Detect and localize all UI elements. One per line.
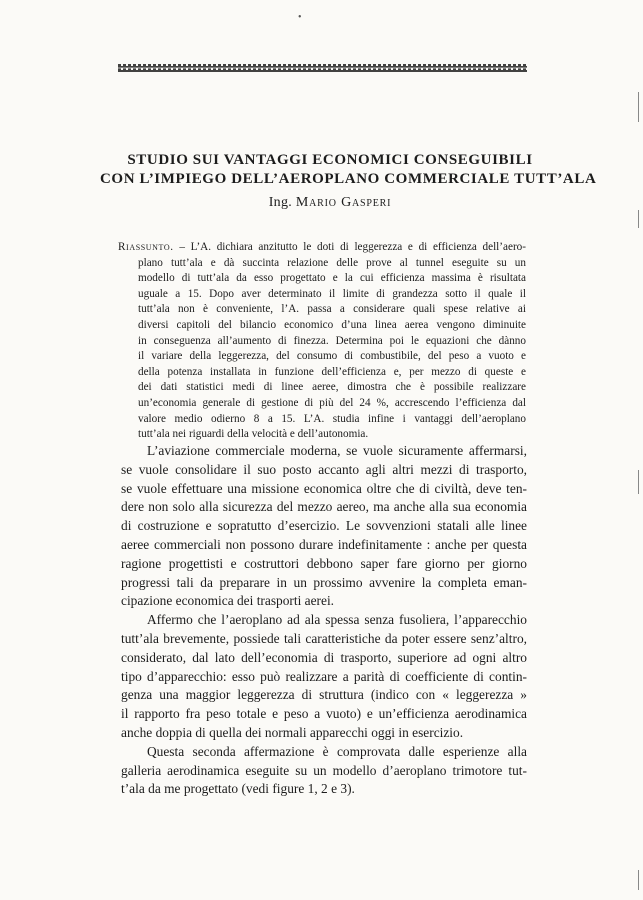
abstract-line-text: uguale a 15. Dopo aver determinato il limite di grandezza sotto il quale il xyxy=(138,287,526,300)
body-line: anche doppia di quella dei normali apparecchi oggi in esercizio. xyxy=(121,724,464,740)
abstract-line-text: plano tutt’ala e dà succinta relazione delle prove al tunnel eseguite su un xyxy=(138,256,526,269)
scan-edge-mark xyxy=(638,870,639,890)
abstract-line xyxy=(120,427,526,443)
author-name: Mario Gasperi xyxy=(295,195,392,210)
abstract-line-text: – L’A. dichiara anzitutto le doti di leggerezza e di efficienza dell’aero- xyxy=(173,241,526,253)
abstract-line-text: dei dati statistici medi di linee aeree, dimostra che è possibile realizzare xyxy=(138,381,526,394)
article-title-line-2: CON L’IMPIEGO DELL’AEROPLANO COMMERCIALE TUTT’ALA xyxy=(100,171,597,187)
abstract-line-text: il variare della leggerezza, del consumo di combustibile, del peso a vuoto e xyxy=(138,350,526,363)
body-paragraph1 xyxy=(121,442,527,611)
body-line: galleria aerodinamica eseguite su un modello d’aeroplano trimotore tut- xyxy=(121,762,527,778)
body-line: tutt’ala brevemente, possiede tali caratteristiche da poter essere senz’altro, xyxy=(121,630,527,646)
scan-edge-mark xyxy=(638,92,639,122)
abstract-line-text: diversi capitoli del bilancio economico d’una linea aerea vengono diminuite xyxy=(138,318,526,331)
abstract-line-text: un’economia generale di gestione di più del 24 %, accrescendo l’efficienza dal xyxy=(138,396,526,409)
abstract-line xyxy=(120,365,526,381)
body-line: Affermo che l’aeroplano ad ala spessa senza fusoliera, l’apparecchio xyxy=(147,612,527,628)
header-ornament-border xyxy=(118,64,527,72)
body-text xyxy=(121,442,527,799)
abstract-line xyxy=(120,334,526,350)
abstract-line xyxy=(120,318,526,334)
abstract-line-text: in conseguenza all’aumento di finezza. Determina poi le equazioni che dànno xyxy=(138,334,526,347)
body-line: t’ala da me progettato (vedi figure 1, 2 e 3). xyxy=(121,781,355,797)
body-line: considerato, dal lato dell’economia di trasporto, superiore ad ogni altro xyxy=(121,649,527,665)
body-line: se vuole consolidare il suo posto accanto agli altri mezzi di trasporto, xyxy=(121,461,527,477)
scan-edge-mark xyxy=(638,470,639,494)
abstract-label: Riassunto. xyxy=(118,241,174,253)
abstract-line-text: tutt’ala nei riguardi della velocità e dell’autonomia. xyxy=(138,428,369,441)
body-line: se vuole effettuare una missione economica oltre che di civiltà, deve ten- xyxy=(121,480,527,496)
body-line: tipo d’apparecchio: esso può realizzare a parità di coefficiente di contin- xyxy=(121,668,527,684)
body-line: progressi tali da preparare in un prossimo avvenire la completa eman- xyxy=(121,574,527,590)
abstract-line xyxy=(120,302,526,318)
abstract-line xyxy=(120,349,526,365)
body-line: Questa seconda affermazione è comprovata dalle esperienze alla xyxy=(147,743,527,759)
author-prefix: Ing. xyxy=(268,195,293,210)
body-line: dere non solo alla sicurezza del mezzo aereo, ma anche alla sua economia xyxy=(121,499,527,515)
abstract-line-text: della potenza installata in funzione dell’efficienza e, per mezzo di queste e xyxy=(138,365,526,378)
body-line: ragione progettisti e costruttori debbono saper fare giorno per giorno xyxy=(121,555,527,571)
author-line xyxy=(100,195,560,211)
article-title-line-1: STUDIO SUI VANTAGGI ECONOMICI CONSEGUIBILI xyxy=(127,152,533,168)
body-paragraph2 xyxy=(121,611,527,743)
body-line: aeree commerciali non possono durare indefinitamente : anche per questa xyxy=(121,536,527,552)
abstract-line-text: tutt’ala non è conveniente, l’A. passa a considerare quali spese relative ai xyxy=(138,303,526,316)
body-line: L’aviazione commerciale moderna, se vuole sicuramente affermarsi, xyxy=(147,443,527,458)
abstract-line xyxy=(118,240,526,256)
abstract-line xyxy=(120,380,526,396)
abstract-block xyxy=(120,240,526,443)
body-line: di costruzione e sopratutto d’esercizio. Le sovvenzioni statali alle linee xyxy=(121,518,527,534)
body-paragraph3 xyxy=(121,743,527,799)
body-line: cipazione economica dei trasporti aerei. xyxy=(121,593,335,609)
abstract-line-text: modello di tutt’ala da esso progettato e la cui efficienza massima è risultata xyxy=(138,272,526,285)
scan-dot: • xyxy=(298,12,302,23)
abstract-line xyxy=(120,256,526,272)
abstract-line-text: valore medio odierno 8 a 15. L’A. studia infine i vantaggi dell’aeroplano xyxy=(138,412,526,425)
abstract-line xyxy=(120,271,526,287)
abstract-line xyxy=(120,396,526,412)
body-line: genza una maggior leggerezza di struttura (indico con « leggerezza » xyxy=(121,687,527,703)
scan-edge-mark xyxy=(638,210,639,228)
abstract-line xyxy=(120,287,526,303)
abstract-line xyxy=(120,412,526,428)
body-line: il rapporto fra peso totale e peso a vuoto) e un’efficienza aerodinamica xyxy=(121,706,527,722)
